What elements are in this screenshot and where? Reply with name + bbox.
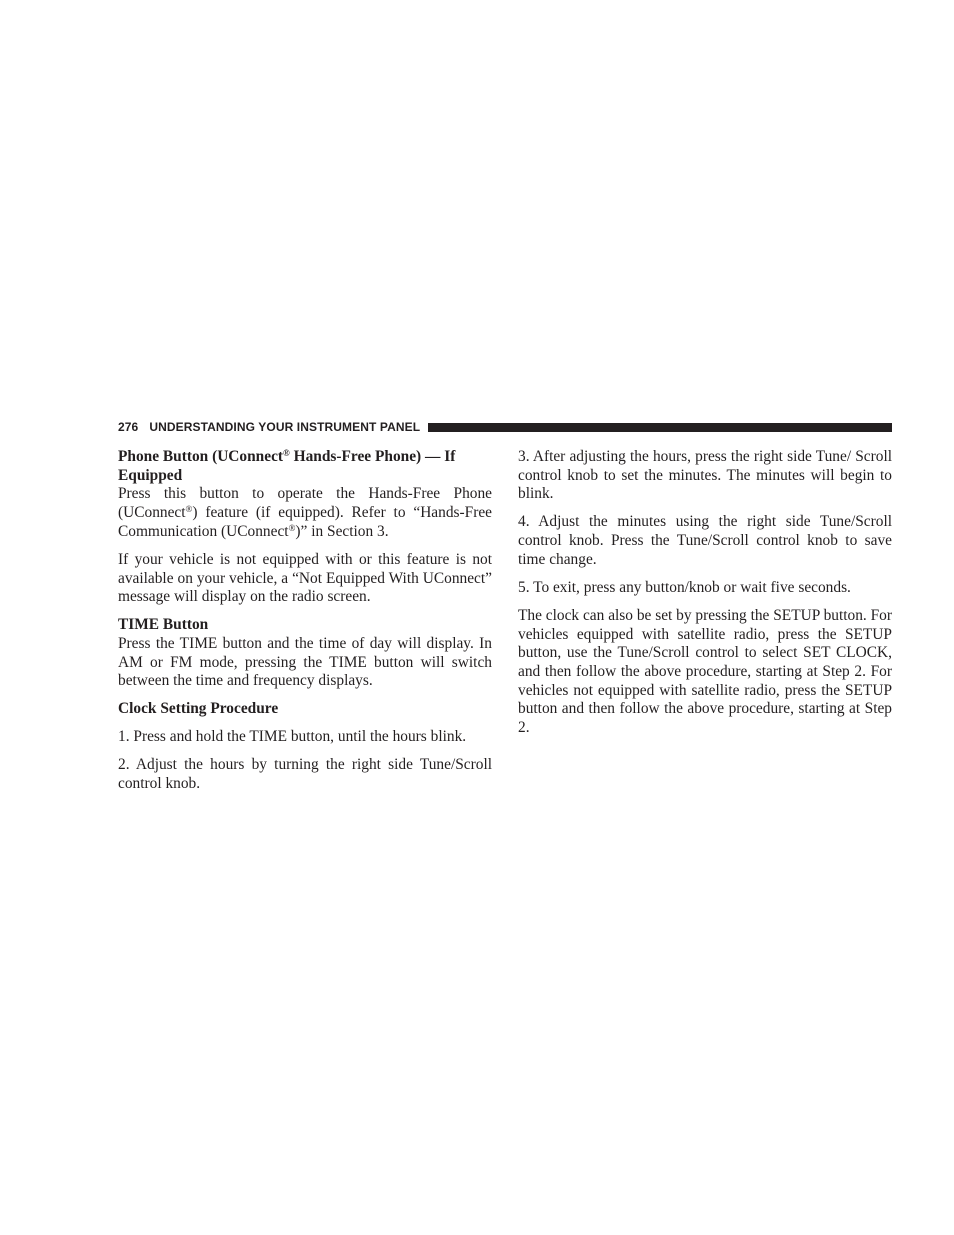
phone-paragraph-1 [118,485,492,541]
registered-mark: ® [283,448,290,458]
phone-heading-text-b: Hands-Free Phone) — If Equipped [118,448,456,484]
clock-step-5: 5. To exit, press any button/knob or wait five seconds. [518,578,851,596]
registered-mark: ® [288,522,296,533]
page-header [118,419,892,435]
section-title: UNDERSTANDING YOUR INSTRUMENT PANEL [149,420,421,434]
phone-heading-text-a: Phone Button (UConnect [118,448,284,465]
phone-paragraph-2: If your vehicle is not equipped with or this feature is not available on your vehicle, a “Not Equipped With UConnect” message will display on the radio screen. [118,550,492,606]
registered-mark: ® [185,504,193,515]
time-button-heading: TIME Button [118,616,209,634]
clock-step-2: 2. Adjust the hours by turning the right side Tune/Scroll control knob. [118,756,492,793]
phone-button-heading [118,448,492,485]
clock-step-1: 1. Press and hold the TIME button, until the hours blink. [118,728,467,746]
header-rule [428,423,892,432]
clock-step-3: 3. After adjusting the hours, press the right side Tune/ Scroll control knob to set the minutes. The minutes will begin to blink. [518,448,892,503]
clock-setting-heading: Clock Setting Procedure [118,700,279,718]
left-column [118,448,492,803]
setup-paragraph: The clock can also be set by pressing the SETUP button. For vehicles equipped with satellite radio, press the SETUP button, use the Tune/Scroll control to select SET CLOCK, and then follow the above procedure, starting at Step 2. For vehicles not equipped with satellite radio, press the SETUP button and then follow the above procedure, starting at Step 2. [518,606,892,737]
phone-p1-text-a: Press this button to operate the Hands-Free Phone (UConnect [118,485,492,522]
phone-p1-text-c: )” in Section 3. [295,522,389,540]
right-column [518,448,892,747]
page-number: 276 [118,420,139,434]
clock-step-4: 4. Adjust the minutes using the right side Tune/Scroll control knob. Press the Tune/Scroll control knob to save time change. [518,513,892,568]
phone-p1-text-b: ) feature (if equipped). Refer to “Hands-Free Communication (UConnect [118,504,492,540]
time-paragraph: Press the TIME button and the time of day will display. In AM or FM mode, pressing the TIME button will switch between the time and frequency displays. [118,634,492,690]
